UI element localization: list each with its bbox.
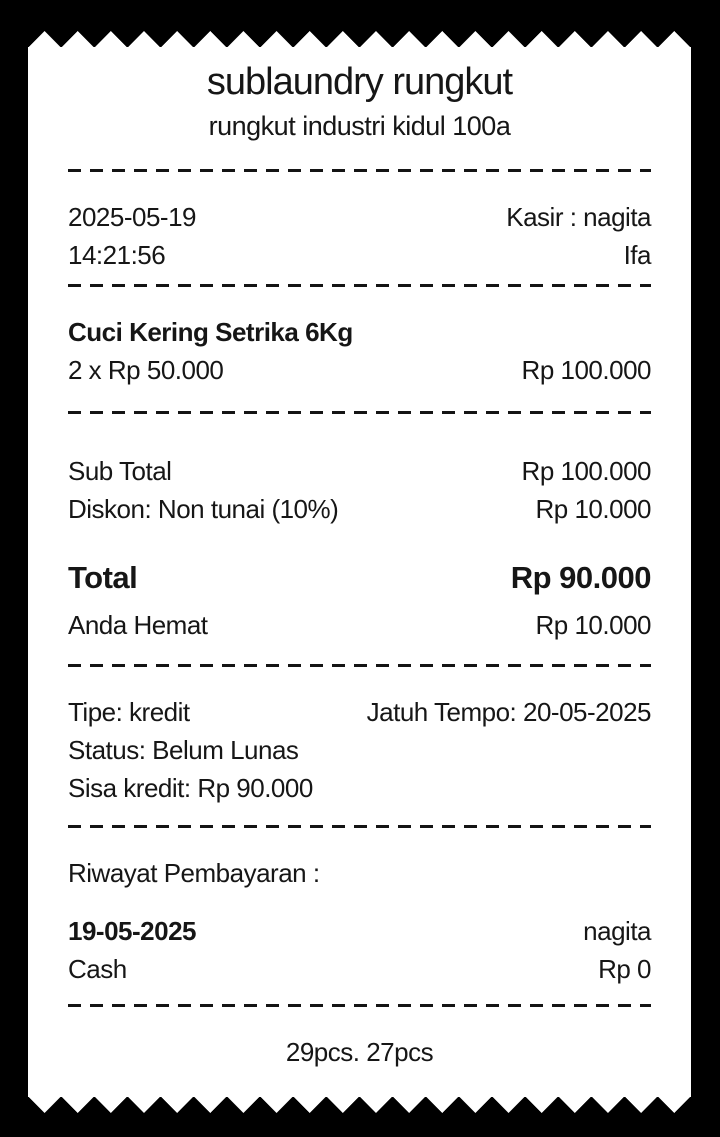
payment-entry-row <box>68 912 651 950</box>
total-row <box>68 556 651 600</box>
payment-cashier: nagita <box>583 916 651 946</box>
customer-name: Ifa <box>623 240 651 270</box>
payment-date: 19-05-2025 <box>68 916 196 946</box>
divider <box>68 169 651 172</box>
payment-history-title: Riwayat Pembayaran : <box>68 858 320 888</box>
item-amount: Rp 100.000 <box>521 355 651 385</box>
divider <box>68 411 651 414</box>
store-name: sublaundry rungkut <box>206 61 513 103</box>
receipt-torn-edge-bottom <box>28 1097 691 1113</box>
discount-label: Diskon: Non tunai (10%) <box>68 494 339 524</box>
divider <box>68 284 651 287</box>
credit-type: Tipe: kredit <box>68 697 190 727</box>
receipt-paper <box>28 47 691 1097</box>
total-value: Rp 90.000 <box>510 560 651 595</box>
item-name: Cuci Kering Setrika 6Kg <box>68 317 353 347</box>
savings-value: Rp 10.000 <box>535 610 651 640</box>
discount-row <box>68 490 651 528</box>
item-row <box>68 351 651 389</box>
divider <box>68 825 651 828</box>
item-qty-price: 2 x Rp 50.000 <box>68 355 224 385</box>
receipt <box>28 31 691 1113</box>
pcs-summary: 29pcs. 27pcs <box>285 1037 434 1067</box>
meta-row-date <box>68 198 651 236</box>
transaction-time: 14:21:56 <box>68 240 166 270</box>
credit-type-row <box>68 693 651 731</box>
receipt-torn-edge-top <box>28 31 691 47</box>
payment-amount: Rp 0 <box>598 954 651 984</box>
divider <box>68 1004 651 1007</box>
savings-label: Anda Hemat <box>68 610 208 640</box>
transaction-date: 2025-05-19 <box>68 202 196 232</box>
payment-method: Cash <box>68 954 127 984</box>
discount-value: Rp 10.000 <box>535 494 651 524</box>
payment-method-row <box>68 950 651 988</box>
divider <box>68 664 651 667</box>
savings-row <box>68 606 651 644</box>
credit-remaining: Sisa kredit: Rp 90.000 <box>68 773 313 803</box>
subtotal-value: Rp 100.000 <box>521 456 651 486</box>
credit-status: Status: Belum Lunas <box>68 735 299 765</box>
subtotal-label: Sub Total <box>68 456 172 486</box>
credit-due-date: Jatuh Tempo: 20-05-2025 <box>366 697 651 727</box>
store-address: rungkut industri kidul 100a <box>208 111 511 141</box>
meta-row-time <box>68 236 651 274</box>
cashier-label: Kasir : nagita <box>506 202 651 232</box>
total-label: Total <box>68 560 138 595</box>
subtotal-row <box>68 452 651 490</box>
